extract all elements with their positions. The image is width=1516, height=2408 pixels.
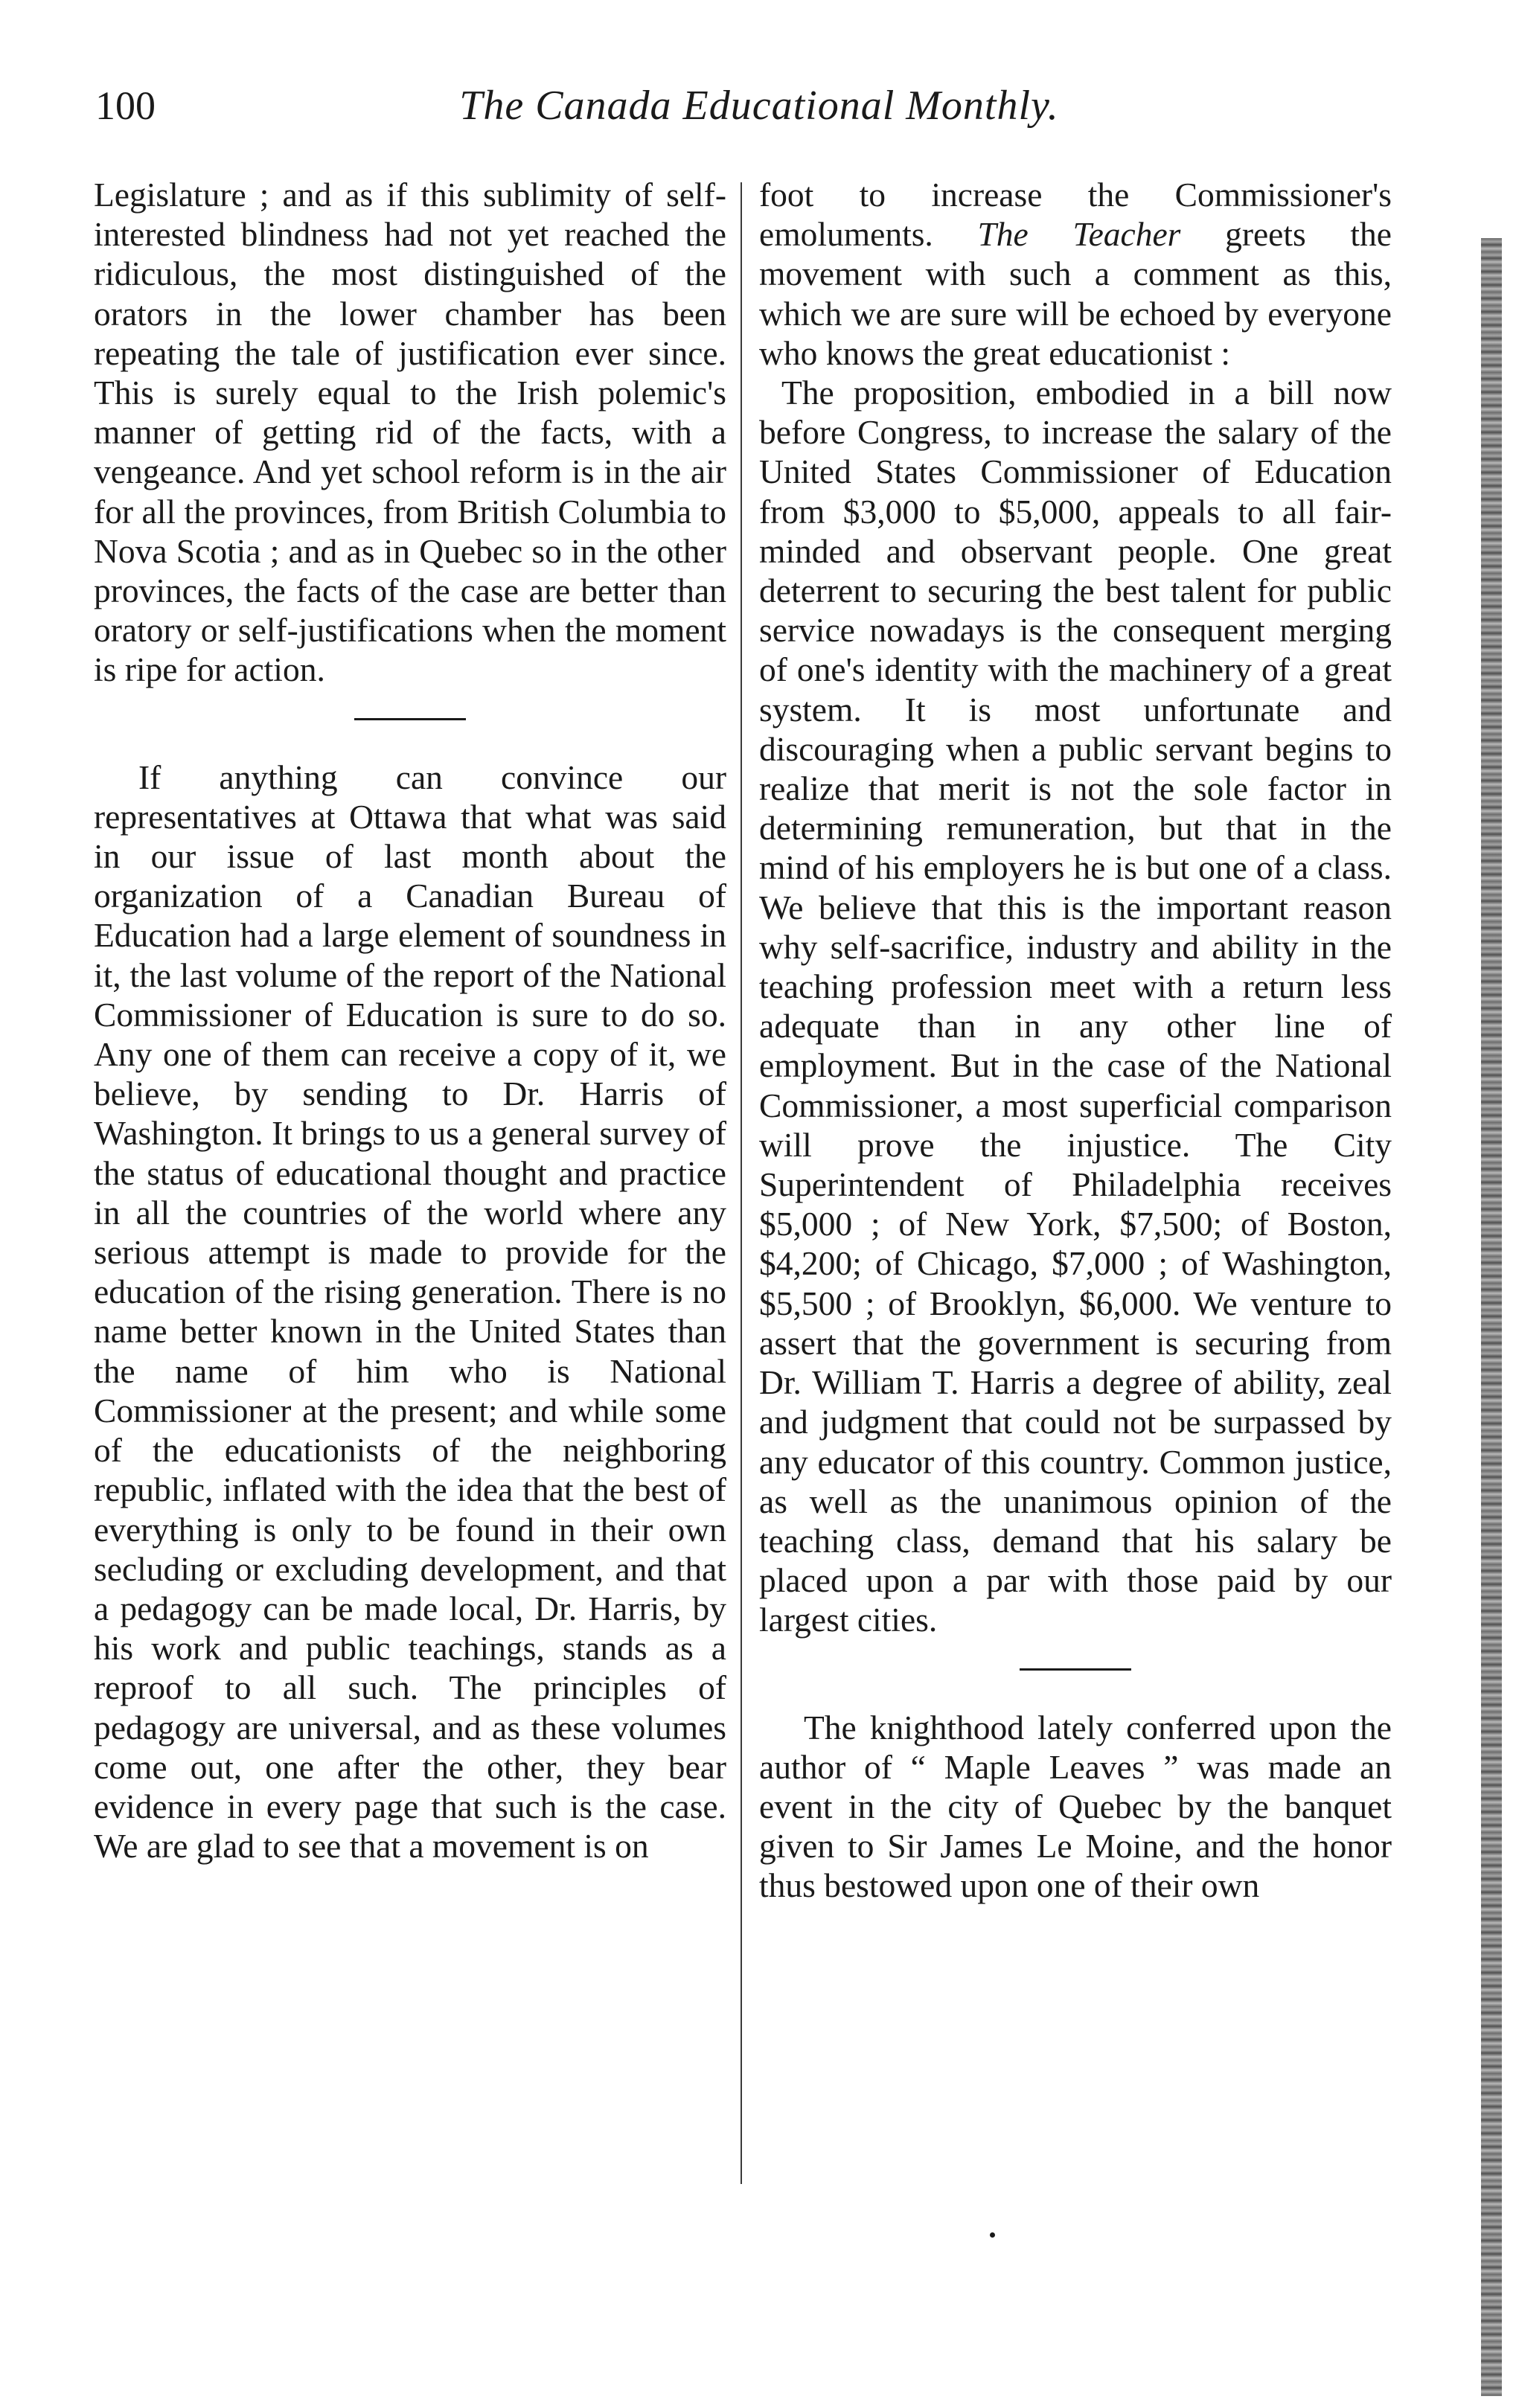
section-divider xyxy=(1020,1668,1131,1671)
periodical-title: The Teacher xyxy=(977,215,1181,254)
left-paragraph-1: Legislature ; and as if this sublimity of self-interested blindness had not yet reached the ridiculous, the most distinguished of the orators in the lower chamber has been repeating the tale of justification ever since. This is surely equal to the Irish polemic's manner of getting rid of the facts, with a vengeance. And yet school reform is in the air for all the provinces, from British Columbia to Nova Scotia ; and as in Quebec so in the other provinces, the facts of the case are better than oratory or self-justifications when the moment is ripe for action. xyxy=(94,176,726,689)
right-paragraph-3: The knighthood lately conferred upon the author of “ Maple Leaves ” was made an event in the city of Quebec by the banquet given to Sir James Le Moine, and the honor thus bestowed upon one of their own xyxy=(759,1708,1392,1905)
right-paragraph-1-rest: greets the movement with such a comment as this, which we are sure will be echoed by everyone who knows the great educationist : xyxy=(759,215,1392,372)
scanned-page-edge xyxy=(1481,238,1502,2396)
column-rule xyxy=(741,182,742,2184)
left-paragraph-2: If anything can convince our representatives at Ottawa that what was said in our issue of last month about the organization of a Canadian Bureau of Education had a large element of soundness in it, the last volume of the report of the National Commissioner of Education is sure to do so. Any one of them can receive a copy of it, we believe, by sending to Dr. Harris of Washington. It brings to us a general survey of the status of educational thought and practice in all the countries of the world where any serious attempt is made to provide for the education of the rising generation. There is no name better known in the United States than the name of him who is National Commissioner at the present; and while some of the educationists of the neighboring republic, inflated with the idea that the best of everything is only to be found in their own secluding or excluding development, and that a pedagogy can be made local, Dr. Harris, by his work and public teachings, stands as a reproof to all such. The principles of pedagogy are universal, and as these volumes come out, one after the other, they bear evidence in every page that such is the case. We are glad to see that a movement is on xyxy=(94,758,726,1866)
page-number: 100 xyxy=(95,83,156,128)
right-paragraph-1 xyxy=(759,175,1392,373)
running-title: The Canada Educational Monthly. xyxy=(459,83,1059,129)
left-column xyxy=(94,175,726,1866)
quoted-passage: The proposition, embodied in a bill now before Congress, to increase the salary of the United States Commissioner of Education from $3,000 to $5,000, appeals to all fair-minded and observant people. One great deterrent to securing the best talent for public service nowadays is the consequent merging of one's identity with the machinery of a great system. It is most unfortunate and discouraging when a public servant begins to realize that merit is not the sole factor in determining remuneration, but that in the mind of his employers he is but one of a class. We believe that this is the important reason why self-sacrifice, industry and ability in the teaching profession meet with a return less adequate than in any other line of employment. But in the case of the National Commissioner, a most superficial comparison will prove the injustice. The City Superintendent of Philadelphia receives $5,000 ; of New York, $7,500; of Boston, $4,200; of Chicago, $7,000 ; of Washington, $5,500 ; of Brooklyn, $6,000. We venture to assert that the government is securing from Dr. William T. Harris a degree of ability, zeal and judgment that could not be surpassed by any educator of this country. Common justice, as well as the unanimous opinion of the teaching class, demand that his salary be placed upon a par with those paid by our largest cities. xyxy=(759,374,1392,1639)
section-divider xyxy=(354,718,466,720)
right-paragraph-1-lead: foot to increase the Commissioner's emoluments. xyxy=(759,176,1392,254)
print-speck xyxy=(990,2232,995,2238)
right-column xyxy=(759,175,1392,1906)
